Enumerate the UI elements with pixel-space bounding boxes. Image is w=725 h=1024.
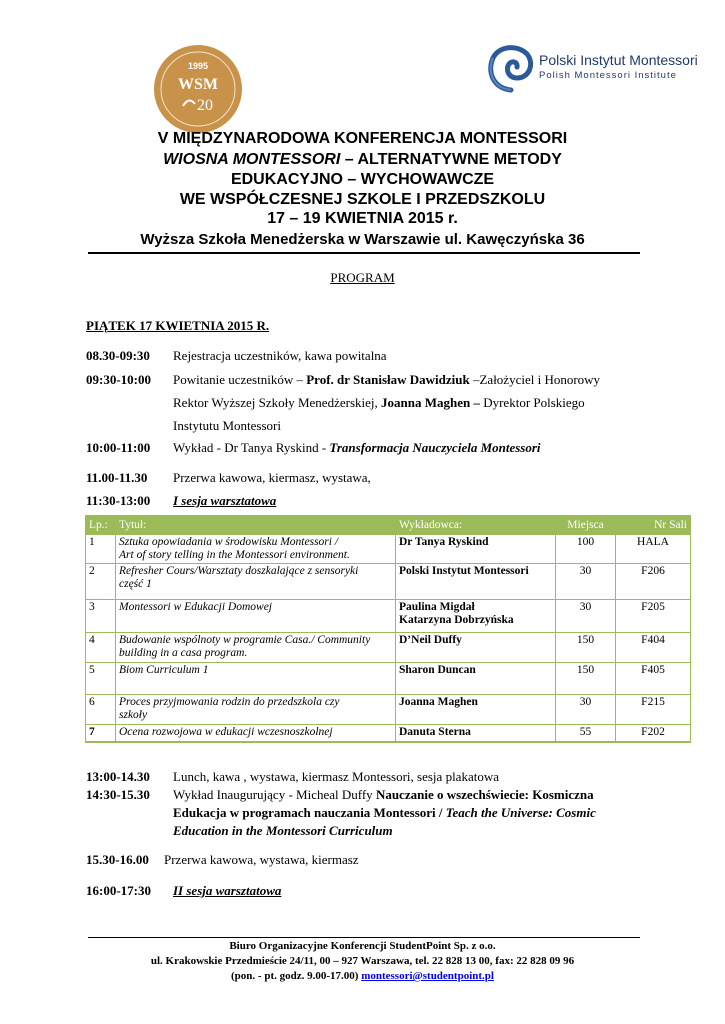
- row-lecturer: Polski Instytut Montessori: [396, 564, 556, 600]
- table-row: [86, 695, 691, 725]
- lecturer-line2: Katarzyna Dobrzyńska: [399, 614, 514, 626]
- day-heading: PIĄTEK 17 KWIETNIA 2015 R.: [86, 318, 270, 333]
- schedule-desc: [173, 372, 600, 388]
- row-room: HALA: [616, 535, 691, 564]
- row-title: [116, 564, 396, 600]
- conference-title-line1: V MIĘDZYNARODOWA KONFERENCJA MONTESSORI: [157, 130, 568, 147]
- table-row: [86, 564, 691, 600]
- row-lecturer: Danuta Sterna: [396, 725, 556, 742]
- schedule-text: –Założyciel i Honorowy: [469, 372, 601, 387]
- schedule-time: 11.00-11.30: [86, 470, 148, 485]
- row-lecturer: D’Neil Duffy: [396, 633, 556, 663]
- table-row: [86, 725, 691, 742]
- wsm-anniversary-logo: [153, 44, 243, 134]
- col-header-lp: Lp.:: [86, 516, 116, 535]
- speaker-name: Prof. dr Stanisław Dawidziuk: [306, 372, 470, 387]
- row-lp: 1: [86, 535, 116, 564]
- conference-motto: WIOSNA MONTESSORI: [163, 151, 341, 168]
- lecture-title-en: Teach the Universe: Cosmic: [445, 805, 596, 820]
- schedule-text: Rektor Wyższej Szkoły Menedżerskiej,: [173, 395, 381, 410]
- row-seats: 150: [556, 633, 616, 663]
- row-lecturer: Joanna Maghen: [396, 695, 556, 725]
- lecture-title: Transformacja Nauczyciela Montessori: [329, 440, 541, 455]
- col-header-lecturer: Wykładowca:: [396, 516, 556, 535]
- footer-address: ul. Krakowskie Przedmieście 24/11, 00 – 927 Warszawa, tel. 22 828 13 00, fax: 22 828 09 96: [150, 955, 575, 967]
- row-lp: 2: [86, 564, 116, 600]
- schedule-time: 13:00-14.30: [86, 769, 150, 784]
- table-row: [86, 633, 691, 663]
- row-lp: 7: [86, 725, 116, 742]
- row-room: F202: [616, 725, 691, 742]
- table-header-row: [86, 516, 691, 535]
- row-title: [116, 535, 396, 564]
- footer-divider: [88, 937, 640, 938]
- conference-venue: Wyższa Szkoła Menedżerska w Warszawie ul. Kawęczyńska 36: [140, 231, 585, 248]
- schedule-text: Wykład Inaugurujący - Micheal Duffy: [173, 787, 376, 802]
- row-title: Montessori w Edukacji Domowej: [116, 600, 396, 633]
- row-title: Biom Curriculum 1: [116, 663, 396, 695]
- lecturer-line1: Paulina Migdał: [399, 601, 475, 613]
- schedule-desc-line3: Instytutu Montessori: [173, 418, 281, 433]
- table-row: [86, 535, 691, 564]
- speaker-name: Joanna Maghen –: [381, 395, 484, 410]
- row-seats: 30: [556, 600, 616, 633]
- row-title-line2: część 1: [119, 578, 152, 590]
- col-header-seats: Miejsca: [556, 516, 616, 535]
- schedule-time: 09:30-10:00: [86, 372, 151, 387]
- row-title: Ocena rozwojowa w edukacji wczesnoszkolnej: [116, 725, 396, 742]
- schedule-time: 16:00-17:30: [86, 883, 151, 898]
- conference-title-line2-rest: – ALTERNATYWNE METODY: [340, 151, 562, 168]
- schedule-time: 11:30-13:00: [86, 493, 151, 508]
- schedule-desc: Przerwa kawowa, wystawa, kiermasz: [164, 852, 359, 867]
- table-row: [86, 600, 691, 633]
- row-lp: 5: [86, 663, 116, 695]
- row-lecturer: Sharon Duncan: [396, 663, 556, 695]
- schedule-text: Wykład - Dr Tanya Ryskind -: [173, 440, 330, 455]
- lecture-title: Nauczanie o wszechświecie: Kosmiczna: [375, 787, 594, 802]
- row-title-line2: szkoły: [119, 709, 148, 721]
- schedule-desc: Lunch, kawa , wystawa, kiermasz Montessori, sesja plakatowa: [173, 769, 499, 784]
- footer-hours-text: (pon. - pt. godz. 9.00-17.00): [231, 970, 362, 982]
- conference-dates: 17 – 19 KWIETNIA 2015 r.: [267, 210, 458, 227]
- schedule-desc-line3: Education in the Montessori Curriculum: [173, 823, 393, 838]
- row-title-line1: Sztuka opowiadania w środowisku Montessori /: [119, 536, 339, 548]
- schedule-time: 15.30-16.00: [86, 852, 149, 867]
- polish-montessori-institute-logo: [485, 40, 698, 100]
- schedule-time: 08.30-09:30: [86, 348, 150, 363]
- row-lp: 3: [86, 600, 116, 633]
- schedule-time: 14:30-15.30: [86, 787, 150, 802]
- row-title-line1: Budowanie wspólnoty w programie Casa./ Community: [119, 634, 371, 646]
- schedule-time: 10:00-11:00: [86, 440, 151, 455]
- row-room: F205: [616, 600, 691, 633]
- session-title: I sesja warsztatowa: [173, 493, 277, 508]
- footer-office: Biuro Organizacyjne Konferencji StudentPoint Sp. z o.o.: [229, 940, 496, 952]
- logo-year-top: 1995: [187, 61, 209, 71]
- row-seats: 150: [556, 663, 616, 695]
- program-heading: PROGRAM: [330, 270, 395, 285]
- conference-title-line4: WE WSPÓŁCZESNEJ SZKOLE I PRZEDSZKOLU: [179, 191, 546, 208]
- row-title: [116, 633, 396, 663]
- row-room: F405: [616, 663, 691, 695]
- schedule-desc-line2: [173, 805, 596, 821]
- row-seats: 30: [556, 564, 616, 600]
- row-lp: 6: [86, 695, 116, 725]
- schedule-desc: Przerwa kawowa, kiermasz, wystawa,: [173, 470, 371, 485]
- footer-email-link[interactable]: montessori@studentpoint.pl: [361, 970, 494, 982]
- col-header-title: Tytuł:: [116, 516, 396, 535]
- row-room: F215: [616, 695, 691, 725]
- workshop-table: [85, 515, 691, 743]
- schedule-desc: [173, 440, 541, 456]
- row-seats: 55: [556, 725, 616, 742]
- row-lp: 4: [86, 633, 116, 663]
- schedule-text: Powitanie uczestników –: [173, 372, 307, 387]
- table-row: [86, 663, 691, 695]
- conference-title-line2: [0, 151, 725, 169]
- institute-subtitle: Polish Montessori Institute: [539, 70, 677, 81]
- row-room: F206: [616, 564, 691, 600]
- schedule-desc: Rejestracja uczestników, kawa powitalna: [173, 348, 387, 363]
- session-title: II sesja warsztatowa: [173, 883, 282, 898]
- row-seats: 30: [556, 695, 616, 725]
- spiral-shell-icon: [485, 40, 537, 96]
- row-title: [116, 695, 396, 725]
- row-lecturer: [396, 600, 556, 633]
- row-title-line1: Refresher Cours/Warsztaty doszkalające z sensoryki: [119, 565, 359, 577]
- row-room: F404: [616, 633, 691, 663]
- footer-hours: [0, 970, 725, 982]
- lecture-title: Edukacja w programach nauczania Montessori /: [173, 805, 446, 820]
- schedule-text: Dyrektor Polskiego: [483, 395, 585, 410]
- row-title-line1: Proces przyjmowania rodzin do przedszkola czy: [119, 696, 340, 708]
- row-title-line2: Art of story telling in the Montessori environment.: [119, 549, 350, 561]
- row-lecturer: Dr Tanya Ryskind: [396, 535, 556, 564]
- logo-year-bottom: 20: [197, 97, 213, 114]
- row-title-line2: building in a casa program.: [119, 647, 248, 659]
- schedule-desc: [173, 787, 594, 803]
- title-divider: [88, 252, 640, 254]
- logo-letters: WSM: [178, 76, 218, 93]
- conference-title-line3: EDUKACYJNO – WYCHOWAWCZE: [230, 171, 495, 188]
- col-header-room: Nr Sali: [616, 516, 691, 535]
- schedule-desc-line2: [173, 395, 585, 411]
- institute-name: Polski Instytut Montessori: [539, 52, 698, 68]
- row-seats: 100: [556, 535, 616, 564]
